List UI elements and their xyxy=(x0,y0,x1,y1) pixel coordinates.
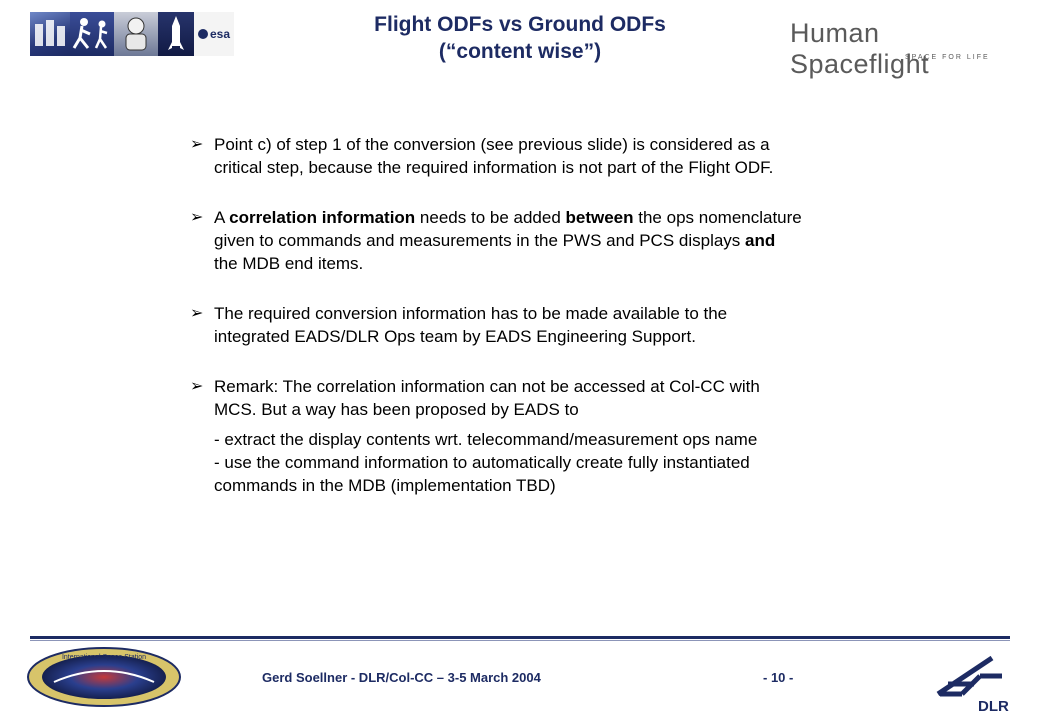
slide-body xyxy=(190,133,980,497)
rocket-tile xyxy=(158,12,194,56)
text-run: given to commands and measurements in the PWS and PCS displays xyxy=(214,231,746,250)
text-run-bold: and xyxy=(745,231,776,250)
slide-title xyxy=(300,11,740,65)
esa-dot-icon xyxy=(198,29,208,39)
text-run-bold: between xyxy=(565,208,634,227)
remark-sub-list xyxy=(190,428,980,497)
bullet-line: integrated EADS/DLR Ops team by EADS Engineering Support. xyxy=(214,327,696,346)
astronaut-tile xyxy=(114,12,158,56)
slide-title-line1: Flight ODFs vs Ground ODFs xyxy=(374,13,666,36)
footer-divider xyxy=(30,636,1010,639)
footer-presenter: Gerd Soellner - DLR/Col-CC – 3-5 March 2004 xyxy=(262,670,541,685)
bullet-item xyxy=(190,206,980,275)
bullet-item xyxy=(190,133,980,179)
text-run: A xyxy=(214,208,230,227)
dlr-label: DLR xyxy=(978,698,1009,714)
arrow-bullet-icon: ➢ xyxy=(190,209,204,226)
bullet-line xyxy=(214,229,980,252)
remark-sub-line: - extract the display contents wrt. telecommand/measurement ops name xyxy=(214,430,758,449)
runner-silhouette-tile xyxy=(70,12,114,56)
col-cc-mission-badge xyxy=(24,646,184,708)
arrow-bullet-icon: ➢ xyxy=(190,136,204,153)
text-run: needs to be added xyxy=(415,208,566,227)
remark-sub-line: - use the command information to automatically create fully instantiated xyxy=(214,453,750,472)
footer-divider-thin xyxy=(30,640,1010,641)
esa-banner xyxy=(30,12,234,56)
slide-title-line2: (“content wise”) xyxy=(438,40,602,63)
page-number: - 10 - xyxy=(763,670,794,685)
bullet-line: critical step, because the required information is not part of the Flight ODF. xyxy=(214,158,774,177)
bullet-line: Remark: The correlation information can not be accessed at Col-CC with xyxy=(214,377,760,396)
bullet-item xyxy=(190,375,980,421)
text-run-bold: correlation information xyxy=(229,208,416,227)
human-spaceflight-logo xyxy=(790,18,1020,80)
bullet-line: MCS. But a way has been proposed by EADS to xyxy=(214,400,579,419)
brand-sub: SPACE FOR LIFE xyxy=(905,54,990,61)
arrow-bullet-icon: ➢ xyxy=(190,378,204,395)
bullet-item xyxy=(190,302,980,348)
badge-text: International Space Station xyxy=(61,654,147,661)
remark-sub-line: commands in the MDB (implementation TBD) xyxy=(214,476,556,495)
arrow-bullet-icon: ➢ xyxy=(190,305,204,322)
iss-logo-tile xyxy=(30,12,70,56)
bullet-line xyxy=(214,252,980,275)
esa-logo xyxy=(194,12,234,56)
text-run: the MDB end items. xyxy=(214,254,364,273)
text-run: the ops nomenclature xyxy=(633,208,802,227)
bullet-line xyxy=(214,206,980,229)
bullet-line: The required conversion information has to be made available to the xyxy=(214,304,728,323)
esa-logo-text: esa xyxy=(209,27,231,41)
brand-main: Human Spaceflight xyxy=(790,18,930,79)
bullet-line: Point c) of step 1 of the conversion (see previous slide) is considered as a xyxy=(214,135,770,154)
dlr-logo xyxy=(932,650,1012,714)
